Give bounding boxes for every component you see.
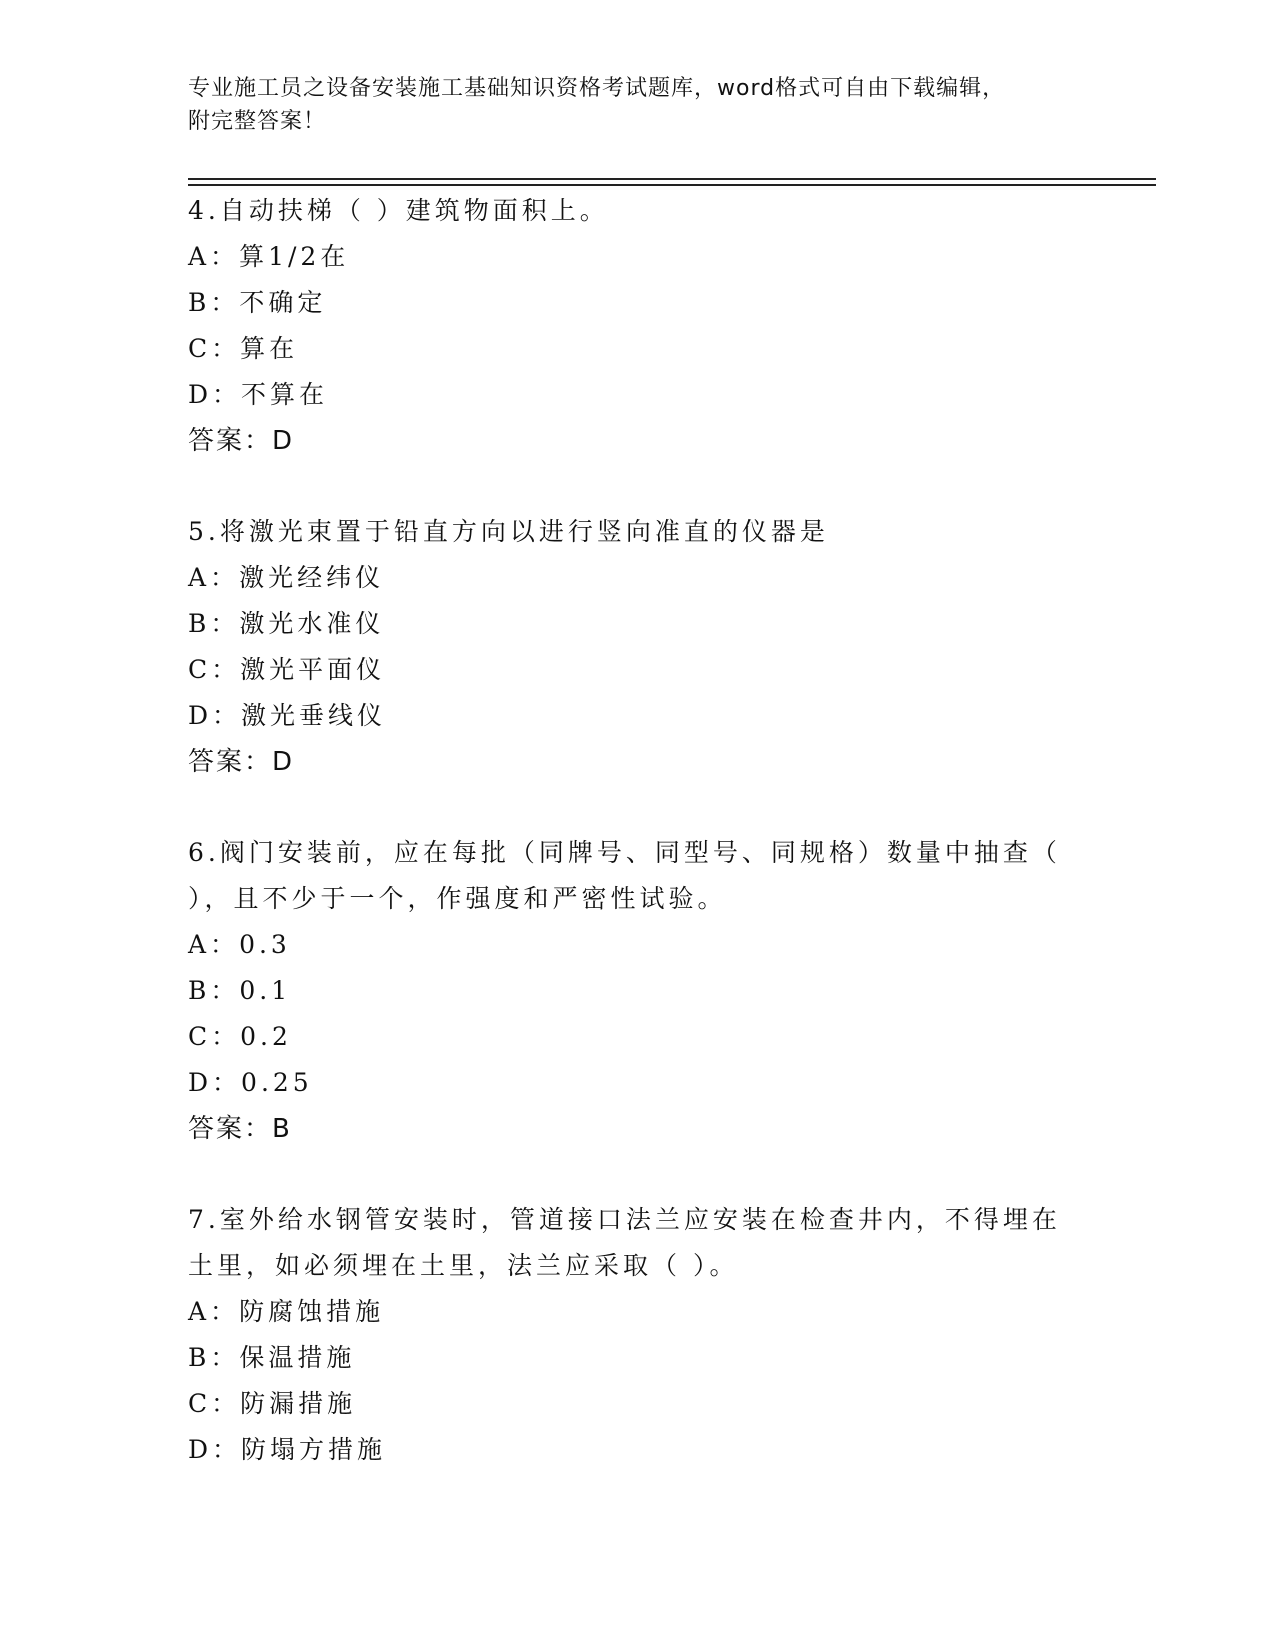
option-key: B： xyxy=(188,609,240,638)
option-key: A： xyxy=(188,563,240,592)
option-key: C： xyxy=(188,1389,241,1418)
answer-value: D xyxy=(272,426,295,456)
option-b xyxy=(188,280,1088,326)
option-c xyxy=(188,1381,1088,1427)
option-text: 激光垂线仪 xyxy=(241,701,387,730)
option-a xyxy=(188,922,1088,968)
option-text: 激光平面仪 xyxy=(240,655,386,684)
option-b xyxy=(188,968,1088,1014)
option-a xyxy=(188,1289,1088,1335)
answer-value: D xyxy=(272,747,295,777)
answer-label: 答案： xyxy=(188,426,273,456)
option-key: C： xyxy=(188,655,241,684)
option-key: A： xyxy=(188,930,240,959)
option-text: 防漏措施 xyxy=(240,1389,357,1418)
header-divider-top xyxy=(188,178,1156,180)
question-5 xyxy=(188,509,1088,785)
question-text: 6.阀门安装前，应在每批（同牌号、同型号、同规格）数量中抽查（ ），且不少于一个，作强度和严密性试验。 xyxy=(188,838,1061,913)
option-text: 不算在 xyxy=(241,380,329,409)
header-line-1: 专业施工员之设备安装施工基础知识资格考试题库，word格式可自由下载编辑， xyxy=(188,76,1006,101)
question-6 xyxy=(188,830,1088,1152)
option-key: B： xyxy=(188,976,240,1005)
option-text: 算1/2在 xyxy=(239,242,350,271)
option-d xyxy=(188,372,1088,418)
header-divider-bottom xyxy=(188,184,1156,186)
answer-line xyxy=(188,739,1088,785)
question-text: 7.室外给水钢管安装时，管道接口法兰应安装在检查井内，不得埋在土里，如必须埋在土里，法兰应采取（ ）。 xyxy=(188,1205,1061,1280)
answer-line xyxy=(188,418,1088,464)
option-text: 0.1 xyxy=(239,976,292,1005)
option-b xyxy=(188,601,1088,647)
document-header xyxy=(188,72,1068,138)
option-text: 激光经纬仪 xyxy=(239,563,385,592)
option-key: B： xyxy=(188,288,240,317)
option-text: 算在 xyxy=(240,334,299,363)
answer-value: B xyxy=(272,1114,292,1144)
option-key: A： xyxy=(188,242,240,271)
question-7 xyxy=(188,1197,1088,1473)
option-d xyxy=(188,693,1088,739)
option-key: C： xyxy=(188,1022,241,1051)
question-list xyxy=(188,188,1088,1518)
option-key: D： xyxy=(188,1435,242,1464)
option-key: D： xyxy=(188,1068,242,1097)
option-text: 0.25 xyxy=(241,1068,313,1097)
option-d xyxy=(188,1060,1088,1106)
option-key: D： xyxy=(188,380,242,409)
option-text: 0.3 xyxy=(239,930,291,959)
option-text: 不确定 xyxy=(239,288,327,317)
option-key: A： xyxy=(188,1297,240,1326)
option-text: 0.2 xyxy=(240,1022,292,1051)
header-line-2: 附完整答案！ xyxy=(188,109,327,134)
option-text: 激光水准仪 xyxy=(239,609,385,638)
option-d xyxy=(188,1427,1088,1473)
option-a xyxy=(188,234,1088,280)
option-key: B： xyxy=(188,1343,240,1372)
option-text: 防腐蚀措施 xyxy=(239,1297,385,1326)
option-a xyxy=(188,555,1088,601)
option-c xyxy=(188,326,1088,372)
question-text: 4.自动扶梯（ ）建筑物面积上。 xyxy=(188,196,609,225)
option-key: D： xyxy=(188,701,242,730)
question-4 xyxy=(188,188,1088,464)
answer-line xyxy=(188,1106,1088,1152)
option-b xyxy=(188,1335,1088,1381)
answer-label: 答案： xyxy=(188,747,273,777)
option-text: 防塌方措施 xyxy=(241,1435,387,1464)
option-c xyxy=(188,647,1088,693)
option-c xyxy=(188,1014,1088,1060)
option-text: 保温措施 xyxy=(239,1343,356,1372)
option-key: C： xyxy=(188,334,241,363)
question-text: 5.将激光束置于铅直方向以进行竖向准直的仪器是 xyxy=(188,517,829,546)
answer-label: 答案： xyxy=(188,1114,273,1144)
